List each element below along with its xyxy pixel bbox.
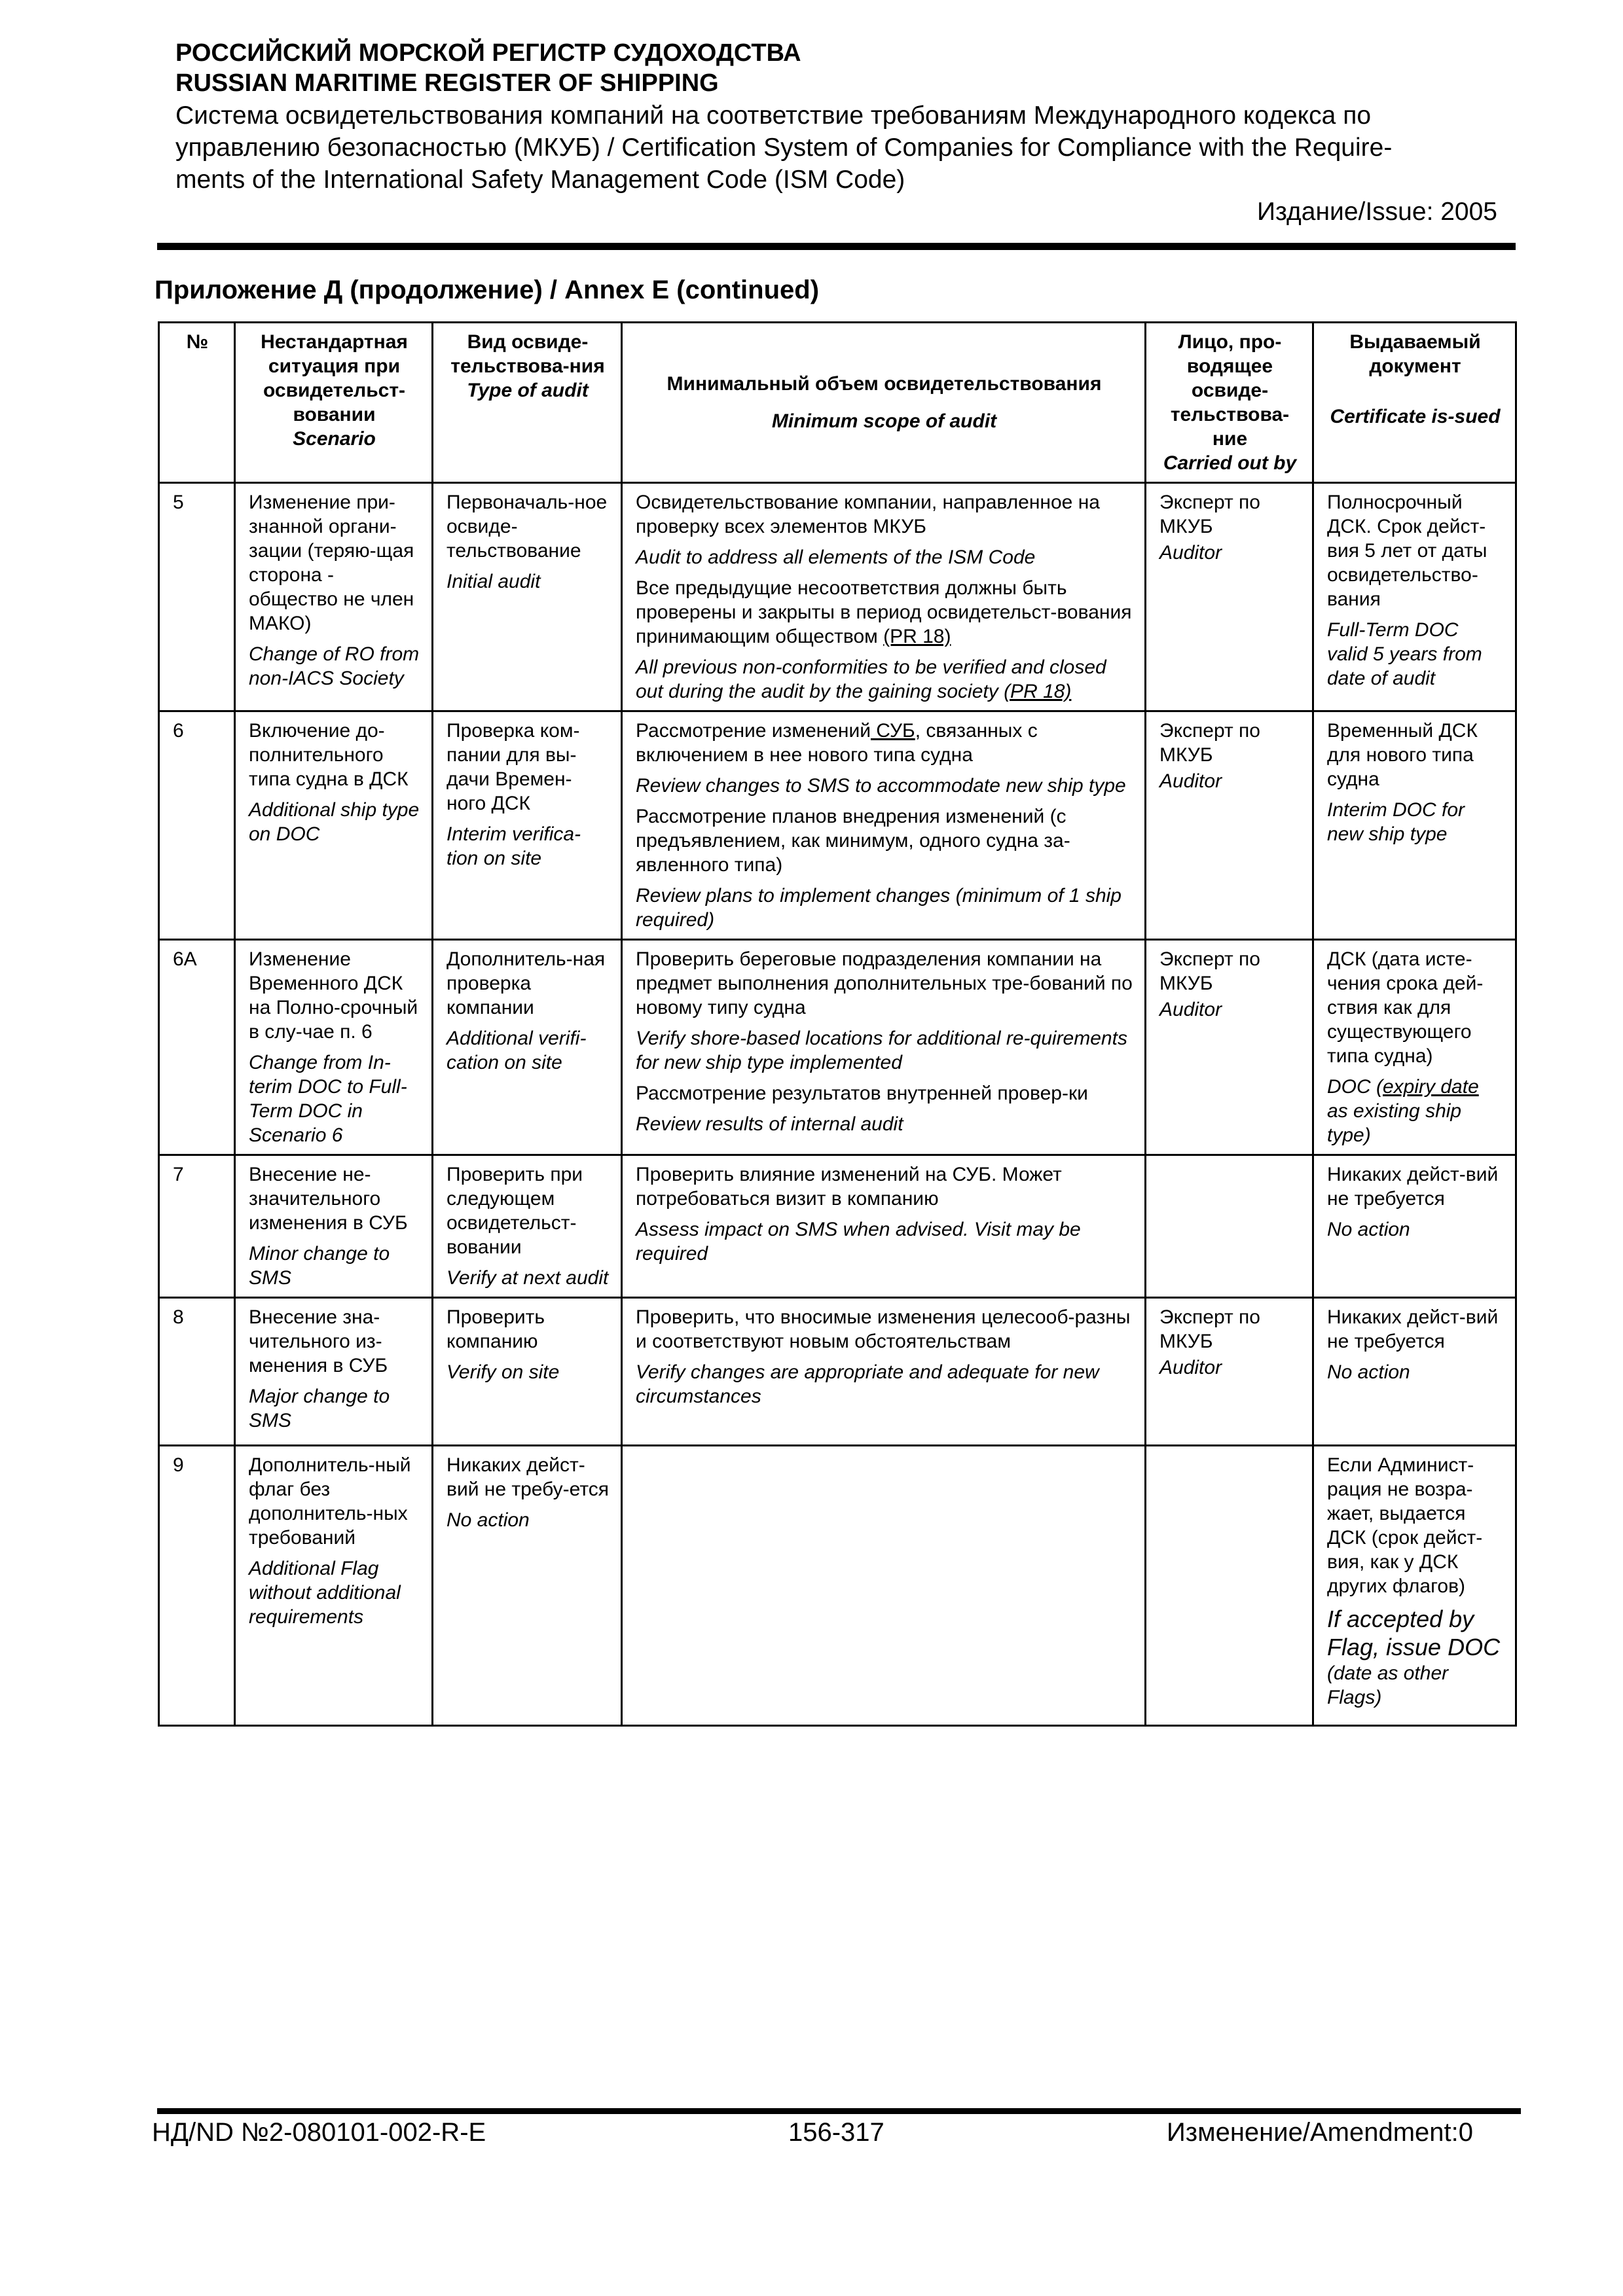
cell-num: 9 [159, 1446, 235, 1726]
cell-certificate-issued: Никаких дейст-вий не требуется No action [1313, 1298, 1516, 1446]
header-label-ru: Вид освиде-тельствова-ния [450, 331, 605, 377]
header-label-ru: Выдаваемый документ [1349, 331, 1481, 377]
footer-divider [157, 2108, 1521, 2114]
table-row [159, 940, 1516, 1155]
document-number: НД/ND №2-080101-002-R-E [152, 2118, 486, 2147]
register-title-ru: РОССИЙСКИЙ МОРСКОЙ РЕГИСТР СУДОХОДСТВА [175, 39, 801, 67]
cell-minimum-scope: Рассмотрение изменений СУБ, связанных с включением в нее нового типа судна Review changes to SMS to accommodate new ship type Рассмотрение планов внедрения изменений (с предъявлением, как минимум, одного судна за-явленного типа) Review plans to implement changes (minimum of 1 ship required) [622, 711, 1146, 940]
cell-type-of-audit: Никаких дейст-вий не требу-ется No action [433, 1446, 622, 1726]
cell-minimum-scope: Проверить, что вносимые изменения целесооб-разны и соответствуют новым обстоятельствам Verify changes are appropriate and adequate for new circumstances [622, 1298, 1146, 1446]
header-label-en: Type of audit [467, 380, 589, 401]
cell-scenario: Дополнитель-ный флаг без дополнитель-ных требований Additional Flag without additional requirements [235, 1446, 433, 1726]
table-header-row [159, 323, 1516, 483]
system-title-line: ments of the International Safety Management Code (ISM Code) [175, 166, 905, 194]
cell-certificate-issued: Если Админист-рация не возра-жает, выдается ДСК (срок дейст-вия, как у ДСК других флагов) If accepted by Flag, issue DOC (date as other Flags) [1313, 1446, 1516, 1726]
header-carried-out-by [1146, 323, 1313, 483]
cell-type-of-audit: Проверить при следующем освидетельст-вовании Verify at next audit [433, 1155, 622, 1298]
reference-pr18: (PR 18) [883, 626, 951, 647]
header-scenario [235, 323, 433, 483]
cell-certificate-issued: ДСК (дата исте-чения срока дей-ствия как для существующего типа судна) DOC (expiry date as existing ship type) [1313, 940, 1516, 1155]
cell-certificate-issued: Никаких дейст-вий не требуется No action [1313, 1155, 1516, 1298]
header-label-en: Certificate is-sued [1330, 406, 1501, 427]
cell-carried-out-by [1146, 1155, 1313, 1298]
table-row [159, 711, 1516, 940]
annex-title: Приложение Д (продолжение) / Annex E (continued) [155, 276, 820, 304]
cell-scenario: Включение до-полнительного типа судна в ДСК Additional ship type on DOC [235, 711, 433, 940]
scenario-table [158, 321, 1517, 1727]
header-label-en: Scenario [293, 428, 376, 450]
cell-scenario: Изменение Временного ДСК на Полно-срочный в слу-чае п. 6 Change from In-terim DOC to Full-Term DOC in Scenario 6 [235, 940, 433, 1155]
table-row [159, 1446, 1516, 1726]
cell-carried-out-by [1146, 1446, 1313, 1726]
header-label-en: Carried out by [1163, 452, 1297, 474]
amendment-label: Изменение/Amendment:0 [1167, 2118, 1473, 2147]
header-certificate-issued [1313, 323, 1516, 483]
cell-carried-out-by: Эксперт по МКУБ Auditor [1146, 483, 1313, 711]
table-row [159, 1298, 1516, 1446]
header-divider [157, 243, 1516, 250]
cell-type-of-audit: Дополнитель-ная проверка компании Additional verifi-cation on site [433, 940, 622, 1155]
header-label-ru: Нестандартная ситуация при освидетельст-вовании [261, 331, 408, 425]
cell-type-of-audit: Первоначаль-ное освиде-тельствование Initial audit [433, 483, 622, 711]
cell-type-of-audit: Проверить компанию Verify on site [433, 1298, 622, 1446]
register-title-en: RUSSIAN MARITIME REGISTER OF SHIPPING [175, 69, 719, 97]
table-row [159, 1155, 1516, 1298]
system-title [175, 99, 1524, 196]
cell-num: 6A [159, 940, 235, 1155]
cell-num: 8 [159, 1298, 235, 1446]
system-title-line: управлению безопасностью (МКУБ) / Certification System of Companies for Compliance with the Require- [175, 134, 1393, 162]
reference-pr18: (PR 18) [1004, 681, 1072, 702]
header-num: № [159, 323, 235, 483]
cell-minimum-scope: Проверить влияние изменений на СУБ. Может потребоваться визит в компанию Assess impact on SMS when advised. Visit may be required [622, 1155, 1146, 1298]
cell-num: 7 [159, 1155, 235, 1298]
header-minimum-scope [622, 323, 1146, 483]
cell-carried-out-by: Эксперт по МКУБ Auditor [1146, 1298, 1313, 1446]
cell-minimum-scope: Проверить береговые подразделения компании на предмет выполнения дополнительных тре-бований по новому типу судна Verify shore-based locations for additional re-quirements for new ship type implemented Рассмотрение результатов внутренней провер-ки Review results of internal audit [622, 940, 1146, 1155]
header-label-ru: Лицо, про-водящее освиде-тельствова-ние [1170, 331, 1290, 450]
cell-scenario: Изменение при-знанной органи-зации (теряю-щая сторона - общество не член МАКО) Change of RO from non-IACS Society [235, 483, 433, 711]
header-type-of-audit [433, 323, 622, 483]
cell-scenario: Внесение не-значительного изменения в СУБ Minor change to SMS [235, 1155, 433, 1298]
cell-minimum-scope: Освидетельствование компании, направленное на проверку всех элементов МКУБ Audit to address all elements of the ISM Code Все предыдущие несоответствия должны быть проверены и закрыты в период освидетельст-вования принимающим обществом (PR 18) All previous non-conformities to be verified and closed out during the audit by the gaining society (PR 18) [622, 483, 1146, 711]
page-number: 156-317 [788, 2118, 884, 2147]
cell-carried-out-by: Эксперт по МКУБ Auditor [1146, 940, 1313, 1155]
cell-num: 5 [159, 483, 235, 711]
system-title-line: Система освидетельствования компаний на соответствие требованиям Международного кодекса по [175, 101, 1372, 130]
cell-certificate-issued: Временный ДСК для нового типа судна Interim DOC for new ship type [1313, 711, 1516, 940]
cell-certificate-issued: Полносрочный ДСК. Срок дейст-вия 5 лет от даты освидетельство-вания Full-Term DOC valid 5 years from date of audit [1313, 483, 1516, 711]
cell-carried-out-by: Эксперт по МКУБ Auditor [1146, 711, 1313, 940]
cell-scenario: Внесение зна-чительного из-менения в СУБ Major change to SMS [235, 1298, 433, 1446]
table-row [159, 483, 1516, 711]
header-label-ru: Минимальный объем освидетельствования [666, 373, 1102, 395]
cell-type-of-audit: Проверка ком-пании для вы-дачи Времен-ного ДСК Interim verifica-tion on site [433, 711, 622, 940]
issue-label: Издание/Issue: 2005 [1257, 198, 1497, 226]
document-header [175, 38, 1524, 196]
cell-num: 6 [159, 711, 235, 940]
cell-minimum-scope [622, 1446, 1146, 1726]
header-label-en: Minimum scope of audit [771, 410, 997, 432]
